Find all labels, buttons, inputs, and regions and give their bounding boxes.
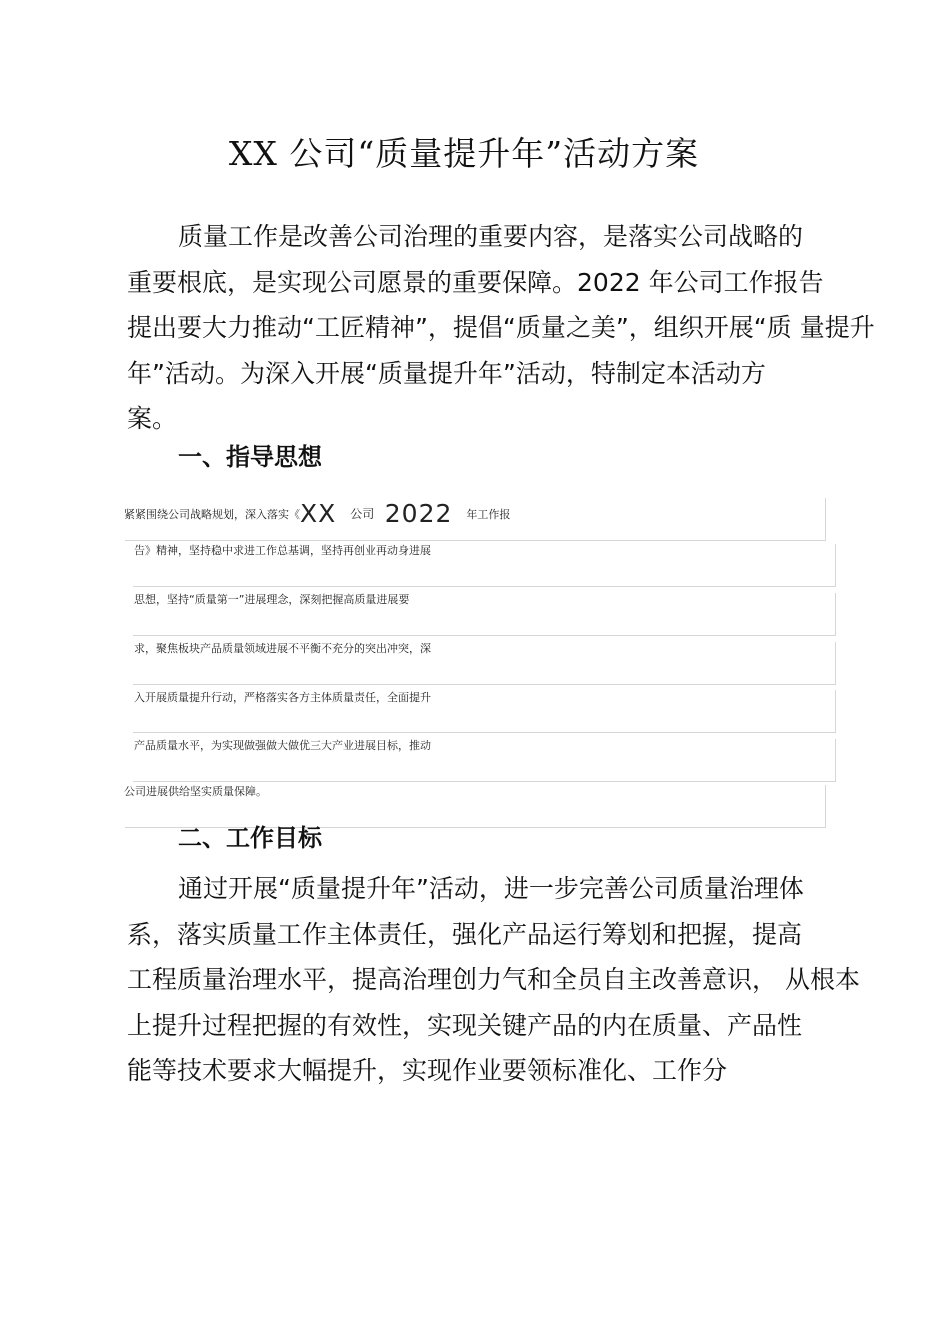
row-text: 紧紧围绕公司战略规划，深入落实《 (124, 508, 300, 521)
document-title: XX 公司“质量提升年”活动方案 (228, 134, 700, 173)
block-row: 入开展质量提升行动，严格落实各方主体质量责任，全面提升 (134, 691, 431, 704)
block-row: 公司进展供给坚实质量保障。 (124, 785, 267, 798)
intro-paragraph (127, 214, 875, 442)
paragraph-line: 通过开展“质量提升年”活动，进一步完善公司质量治理体 (178, 874, 804, 903)
paragraph-line: 上提升过程把握的有效性，实现关键产品的内在质量、产品性 (127, 1010, 803, 1040)
paragraph-line: 重要根底，是实现公司愿景的重要保障。2022 年公司工作报告 (127, 267, 824, 297)
paragraph-line: 质量工作是改善公司治理的重要内容，是落实公司战略的 (178, 222, 804, 251)
paragraph-line: 年”活动。为深入开展“质量提升年”活动，特制定本活动方 (127, 358, 766, 388)
paragraph-line: 工程质量治理水平，提高治理创力气和全员自主改善意识， 从根本 (127, 965, 860, 994)
row-text-xx: XX (300, 499, 337, 528)
row-text-year: 2022 (384, 499, 453, 528)
work-goals-paragraph (127, 866, 860, 1094)
section-heading-work-goals: 二、工作目标 (178, 824, 322, 852)
paragraph-line: 案。 (127, 404, 178, 433)
paragraph-line: 能等技术要求大幅提升，实现作业要领标准化、工作分 (127, 1056, 728, 1085)
block-row: 告》精神，坚持稳中求进工作总基调，坚持再创业再动身进展 (134, 544, 431, 557)
block-row: 产品质量水平，为实现做强做大做优三大产业进展目标，推动 (134, 739, 431, 752)
row-text-company: 公司 (350, 507, 375, 521)
block-row: 思想，坚持“质量第一”进展理念，深刻把握高质量进展要 (134, 593, 410, 606)
block-first-row (124, 499, 511, 528)
paragraph-line: 提出要大力推动“工匠精神”，提倡“质量之美”，组织开展“质 量提升 (127, 313, 875, 342)
block-row: 求，聚焦板块产品质量领域进展不平衡不充分的突出冲突，深 (134, 642, 431, 655)
paragraph-line: 系，落实质量工作主体责任，强化产品运行筹划和把握，提高 (127, 919, 803, 949)
section-heading-guiding-ideology: 一、指导思想 (178, 443, 322, 471)
row-text: 年工作报 (466, 508, 511, 521)
